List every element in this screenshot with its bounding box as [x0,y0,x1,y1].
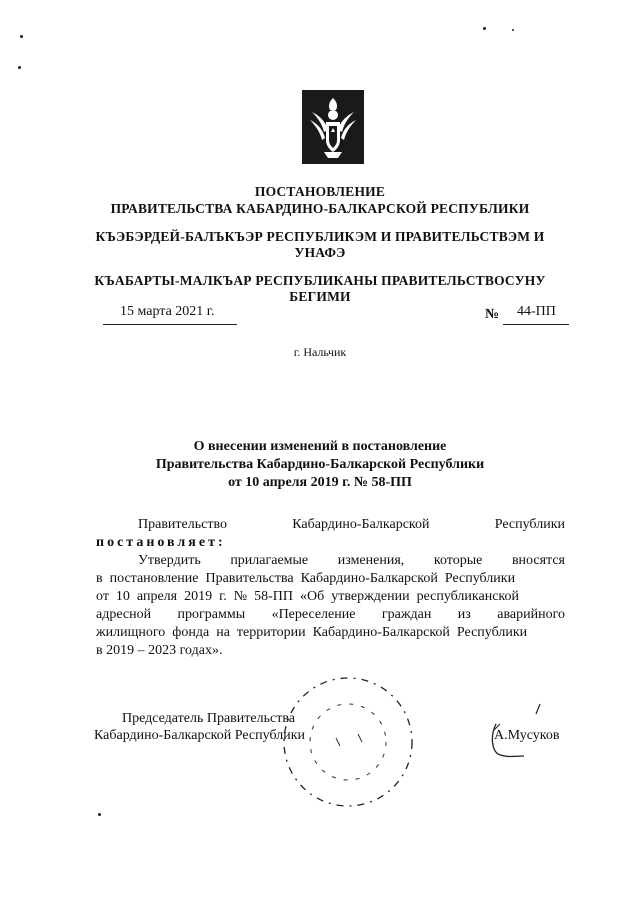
body-word: изменения, [337,553,405,568]
body-paragraph-line: в 2019 – 2023 годах». [96,643,223,658]
body-word: программы [177,607,246,622]
body-word: вносятся [511,553,565,568]
government-name-kabardian-line2: УНАФЭ [294,245,346,260]
scan-speck [483,27,486,30]
body-word: Республики [494,517,565,532]
body-word: граждан [381,607,432,622]
scan-speck [20,35,23,38]
signatory-position-line2: Кабардино-Балкарской Республики [94,728,305,743]
government-name-balkarian-line2: БЕГИМИ [289,289,351,304]
body-word: Правительство [138,517,227,532]
city-name: г. Нальчик [293,345,347,359]
decree-resolves: постановляет: [96,535,226,550]
body-word: прилагаемые [230,553,309,568]
body-paragraph-line [96,606,565,624]
decree-title-line2: Правительства Кабардино-Балкарской Республики [155,457,485,472]
handwritten-signature-icon [486,700,546,775]
signatory-position-line1: Председатель Правительства [122,711,295,726]
government-name-balkarian-line1: КЪАБАРТЫ-МАЛКЪАР РЕСПУБЛИКАНЫ ПРАВИТЕЛЬСТВОСУНУ [94,273,546,288]
decree-type-heading: ПОСТАНОВЛЕНИЕ [254,184,386,199]
decree-date: 15 марта 2021 г. [120,304,215,319]
scan-speck [512,29,514,31]
scan-speck [18,66,21,69]
scan-speck [98,813,101,816]
number-sign: № [485,307,500,322]
body-word: из [457,607,471,622]
decree-title-line3: от 10 апреля 2019 г. № 58-ПП [228,475,412,490]
body-word: которые [433,553,483,568]
body-paragraph-line [138,552,565,570]
date-underline [103,324,237,325]
body-paragraph-line: в постановление Правительства Кабардино-Балкарской Республики [96,571,516,586]
body-word: аварийного [497,607,565,622]
body-word: адресной [96,607,152,622]
decree-number: 44-ПП [517,304,556,319]
number-underline [503,324,569,325]
government-name-kabardian-line1: КЪЭБЭРДЕЙ-БАЛЪКЪЭР РЕСПУБЛИКЭМ И ПРАВИТЕЛЬСТВЭМ И [95,229,545,244]
signatory-name: А.Мусуков [494,728,560,743]
decree-title-line1: О внесении изменений в постановление [193,439,447,454]
government-name-russian: ПРАВИТЕЛЬСТВА КАБАРДИНО-БАЛКАРСКОЙ РЕСПУБЛИКИ [110,201,530,216]
body-word: «Переселение [271,607,356,622]
body-word: Утвердить [138,553,201,568]
body-paragraph-line: от 10 апреля 2019 г. № 58-ПП «Об утверждении республиканской [96,589,520,604]
body-intro-line [138,516,565,534]
kbr-coat-of-arms-icon [302,90,364,169]
body-paragraph-line: жилищного фонда на территории Кабардино-Балкарской Республики [96,625,528,640]
body-word: Кабардино-Балкарской [292,517,430,532]
